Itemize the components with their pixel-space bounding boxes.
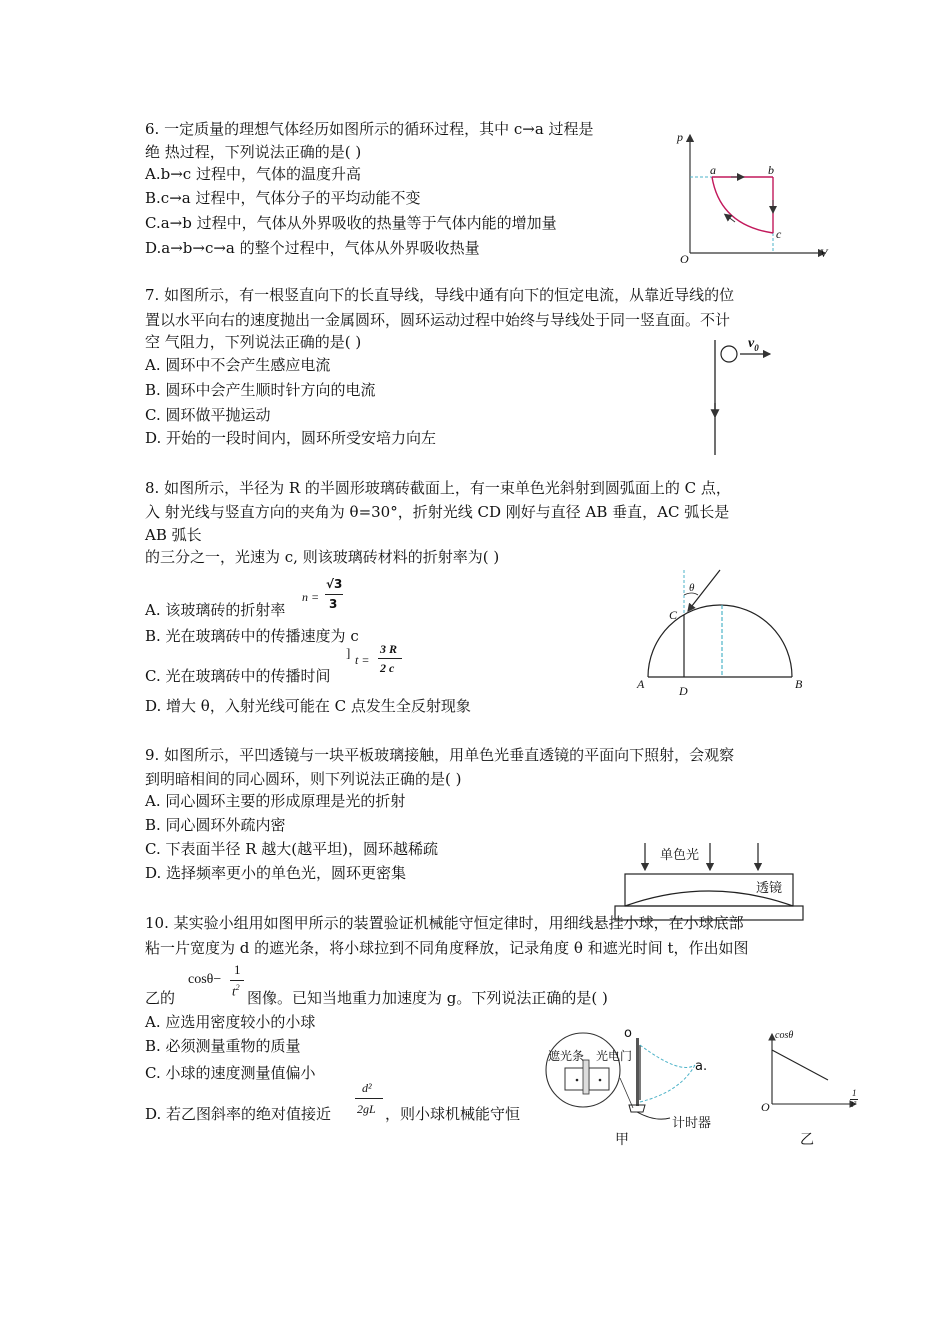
q10-stem-line3b: 图像。已知当地重力加速度为 g。下列说法正确的是( ) (247, 989, 608, 1007)
q8-formula-t: t = (355, 653, 370, 667)
q8-semicircle-diagram (640, 565, 800, 685)
q10-d-formula-num: d² (362, 1081, 372, 1095)
q8-stem-line2: 入 射光线与竖直方向的夹角为 θ=30°，折射光线 CD 刚好与直径 AB 垂直，AC 弧长是 (145, 503, 730, 521)
q8-stem-line4: 的三分之一，光速为 c, 则该玻璃砖材料的折射率为( ) (145, 548, 500, 566)
q10-option-d-part2: ，则小球机械能守恒 (385, 1105, 521, 1123)
q10-formula-num: 1 (234, 962, 241, 977)
q6-stem-line1: 6. 一定质量的理想气体经历如图所示的循环过程，其中 c→a 过程是 (145, 120, 594, 138)
q8-point-d: D (679, 684, 688, 698)
q10-timer-label: 计时器 (672, 1116, 712, 1131)
q6-point-a: a (710, 163, 716, 177)
q8-option-a: A. 该玻璃砖的折射率 (145, 601, 286, 619)
q10-option-c: C. 小球的速度测量值偏小 (145, 1064, 316, 1082)
q10-graph-x-den: t² (851, 1099, 857, 1109)
q10-formula-bar (230, 980, 244, 981)
q9-option-a: A. 同心圆环主要的形成原理是光的折射 (145, 792, 406, 810)
q9-stem-line1: 9. 如图所示，平凹透镜与一块平板玻璃接触，用单色光垂直透镜的平面向下照射，会观察 (145, 746, 735, 764)
q10-gate-label: 光电门 (596, 1049, 633, 1063)
q10-stem-line2: 粘一片宽度为 d 的遮光条，将小球拉到不同角度释放，记录角度 θ 和遮光时间 t，作出如图 (145, 939, 749, 957)
q7-option-a: A. 圆环中不会产生感应电流 (145, 356, 331, 374)
q7-wire-diagram (700, 335, 790, 460)
q6-axis-p: p (677, 130, 683, 144)
q6-stem-line2: 绝 热过程，下列说法正确的是( ) (145, 143, 362, 161)
q10-pivot-o: o (624, 1026, 632, 1041)
q8-formula-t-bracket: ] (346, 645, 351, 660)
q6-option-b: B.c→a 过程中，气体分子的平均动能不变 (145, 189, 421, 207)
q8-point-a: A (637, 677, 645, 691)
q7-option-c: C. 圆环做平抛运动 (145, 406, 271, 424)
q8-option-c: C. 光在玻璃砖中的传播时间 (145, 667, 331, 685)
q9-stem-line2: 到明暗相间的同心圆环，则下列说法正确的是( ) (145, 770, 462, 788)
q8-formula-n: n = (302, 590, 320, 604)
q9-option-c: C. 下表面半径 R 越大(越平坦)，圆环越稀疏 (145, 840, 439, 858)
q10-stem-line1: 10. 某实验小组用如图甲所示的装置验证机械能守恒定律时，用细线悬挂小球，在小球底部 (145, 914, 744, 932)
q8-formula-t-num: 3 R (380, 642, 398, 656)
q7-stem-line1: 7. 如图所示，有一根竖直向下的长直导线，导线中通有向下的恒定电流，从靠近导线的位 (145, 286, 735, 304)
q9-light-label: 单色光 (660, 848, 700, 863)
q8-point-b: B (795, 677, 803, 691)
q8-formula-n-den: 3 (329, 597, 338, 611)
q7-v0-label: $v_0$ (748, 336, 759, 353)
q10-stem-line3a: 乙的 (145, 989, 176, 1007)
q10-graph-diagram (760, 1030, 860, 1110)
q10-point-a: a. (695, 1059, 708, 1074)
q8-formula-n-num: √3 (326, 577, 343, 591)
q10-graph-origin: O (761, 1100, 770, 1114)
q6-option-d: D.a→b→c→a 的整个过程中，气体从外界吸收热量 (145, 239, 480, 257)
q10-shade-label: 遮光条 (548, 1049, 585, 1063)
q8-option-b: B. 光在玻璃砖中的传播速度为 c (145, 627, 359, 645)
q6-point-b: b (768, 163, 774, 177)
q7-option-b: B. 圆环中会产生顺时针方向的电流 (145, 381, 376, 399)
q8-stem-line3: AB 弧长 (145, 526, 202, 544)
q10-d-formula-den: 2gL (357, 1102, 376, 1116)
q8-option-d: D. 增大 θ，入射光线可能在 C 点发生全反射现象 (145, 697, 471, 715)
q6-option-c: C.a→b 过程中，气体从外界吸收的热量等于气体内能的增加量 (145, 214, 557, 232)
q8-formula-n-bar (325, 594, 343, 595)
q10-graph-x-num: 1 (852, 1088, 857, 1098)
q9-option-b: B. 同心圆环外疏内密 (145, 816, 286, 834)
q10-graph-cos: cosθ (775, 1030, 794, 1041)
q8-point-c: C (669, 608, 678, 622)
q10-formula-den: $t^2$ (232, 983, 240, 999)
q10-option-a: A. 应选用密度较小的小球 (145, 1013, 316, 1031)
q6-point-c: c (776, 227, 782, 241)
q7-stem-line3: 空 气阻力，下列说法正确的是( ) (145, 333, 362, 351)
q7-stem-line2: 置以水平向右的速度抛出一金属圆环，圆环运动过程中始终与导线处于同一竖直面。不计 (145, 311, 731, 329)
q6-option-a: A.b→c 过程中，气体的温度升高 (145, 165, 361, 183)
q6-origin: O (680, 252, 689, 266)
q6-axis-v: V (820, 246, 828, 260)
q8-formula-t-den: 2 c (380, 661, 395, 675)
q10-formula-cos: cosθ− (188, 972, 222, 987)
q10-d-formula-bar (355, 1098, 383, 1099)
q10-option-b: B. 必须测量重物的质量 (145, 1037, 301, 1055)
q10-option-d-part1: D. 若乙图斜率的绝对值接近 (145, 1105, 332, 1123)
q6-pv-diagram (675, 130, 835, 265)
q9-option-d: D. 选择频率更小的单色光，圆环更密集 (145, 864, 407, 882)
q10-figure-yi: 乙 (800, 1132, 814, 1148)
q8-formula-t-bar (378, 658, 402, 659)
q7-option-d: D. 开始的一段时间内，圆环所受安培力向左 (145, 429, 437, 447)
q8-stem-line1: 8. 如图所示，半径为 R 的半圆形玻璃砖截面上，有一束单色光斜射到圆弧面上的 C 点， (145, 479, 731, 497)
q10-figure-jia: 甲 (615, 1132, 629, 1148)
q9-lens-label: 透镜 (756, 881, 783, 896)
q8-angle-theta: θ (689, 582, 695, 594)
